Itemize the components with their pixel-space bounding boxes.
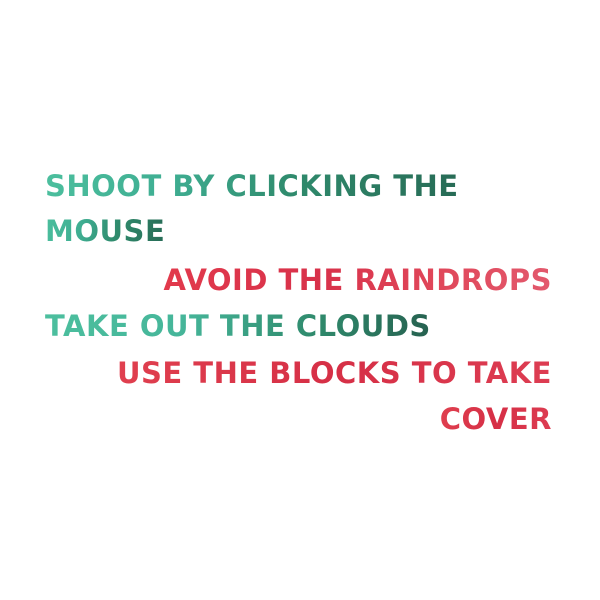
instruction-use-blocks: USE THE BLOCKS TO TAKE — [116, 356, 552, 390]
instruction-shoot-continued: MOUSE — [45, 214, 166, 248]
instruction-avoid-raindrops: AVOID THE RAINDROPS — [163, 263, 552, 297]
instruction-use-blocks-continued: COVER — [439, 402, 552, 436]
instruction-take-out-clouds: TAKE OUT THE CLOUDS — [45, 309, 431, 343]
instruction-shoot: SHOOT BY CLICKING THE — [45, 169, 459, 203]
